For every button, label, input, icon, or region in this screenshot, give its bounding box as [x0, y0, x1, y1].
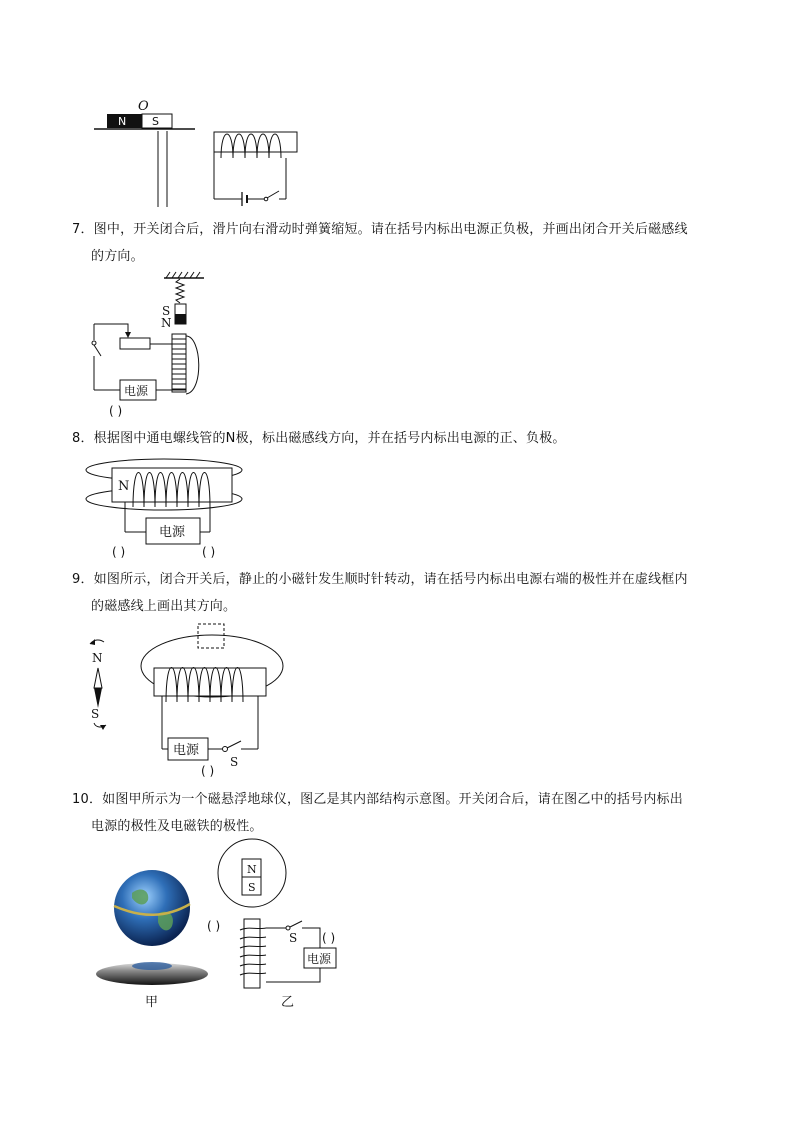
question-7: [72, 216, 732, 270]
power-label: 电源: [159, 525, 186, 540]
question-number: 8．: [72, 431, 94, 446]
answer-bracket: ( ): [109, 404, 123, 418]
switch-s-label: S: [230, 755, 239, 769]
magnet-n-label: N: [118, 115, 127, 128]
answer-bracket-left: ( ): [112, 545, 126, 559]
question-number: 7．: [72, 222, 94, 237]
figure-q7: [82, 272, 222, 422]
power-label: 电源: [124, 384, 149, 398]
question-text: 根据图中通电螺线管的N极，标出磁感线方向，并在括号内标出电源的正、负极。: [93, 431, 566, 446]
magnet-s-label: S: [248, 881, 256, 894]
magnet-s-label: S: [162, 304, 171, 318]
answer-bracket: ( ): [201, 764, 215, 778]
magnet-n-label: N: [161, 316, 172, 330]
answer-bracket-left: ( ): [207, 919, 221, 933]
question-number: 9．: [72, 572, 94, 587]
question-text-cont: 电源的极性及电磁铁的极性。: [91, 819, 263, 834]
figure-q8: [86, 455, 256, 565]
caption-jia: 甲: [145, 995, 159, 1010]
question-9: [72, 566, 732, 620]
magnet-n-label: N: [247, 863, 257, 876]
answer-bracket-right: ( ): [322, 931, 336, 945]
pivot-label-o: O: [138, 99, 149, 114]
question-text: 图中，开关闭合后，滑片向右滑动时弹簧缩短。请在括号内标出电源正负极，并画出闭合开关后磁感线: [93, 222, 688, 237]
question-text: 如图所示，闭合开关后，静止的小磁针发生顺时针转动，请在括号内标出电源右端的极性并在虚线框内: [93, 572, 688, 587]
question-text-cont: 的方向。: [91, 249, 144, 264]
question-10: [72, 786, 732, 840]
solenoid-n-label: N: [118, 479, 130, 494]
power-label: 电源: [173, 743, 200, 758]
needle-s-label: S: [91, 707, 100, 721]
figure-q10: [92, 838, 372, 1018]
magnet-s-label: S: [152, 115, 159, 128]
question-8: [72, 425, 732, 452]
question-text-cont: 的磁感线上画出其方向。: [91, 599, 237, 614]
needle-n-label: N: [92, 651, 103, 665]
answer-bracket-right: ( ): [202, 545, 216, 559]
switch-s-label: S: [289, 931, 298, 945]
figure-q9: [86, 622, 316, 782]
levitating-globe-image: [96, 870, 208, 985]
figure-q6: [90, 96, 310, 211]
power-label: 电源: [307, 952, 332, 966]
caption-yi: 乙: [281, 995, 295, 1010]
question-number: 10．: [72, 792, 103, 807]
question-text: 如图甲所示为一个磁悬浮地球仪，图乙是其内部结构示意图。开关闭合后，请在图乙中的括号内标出: [102, 792, 683, 807]
